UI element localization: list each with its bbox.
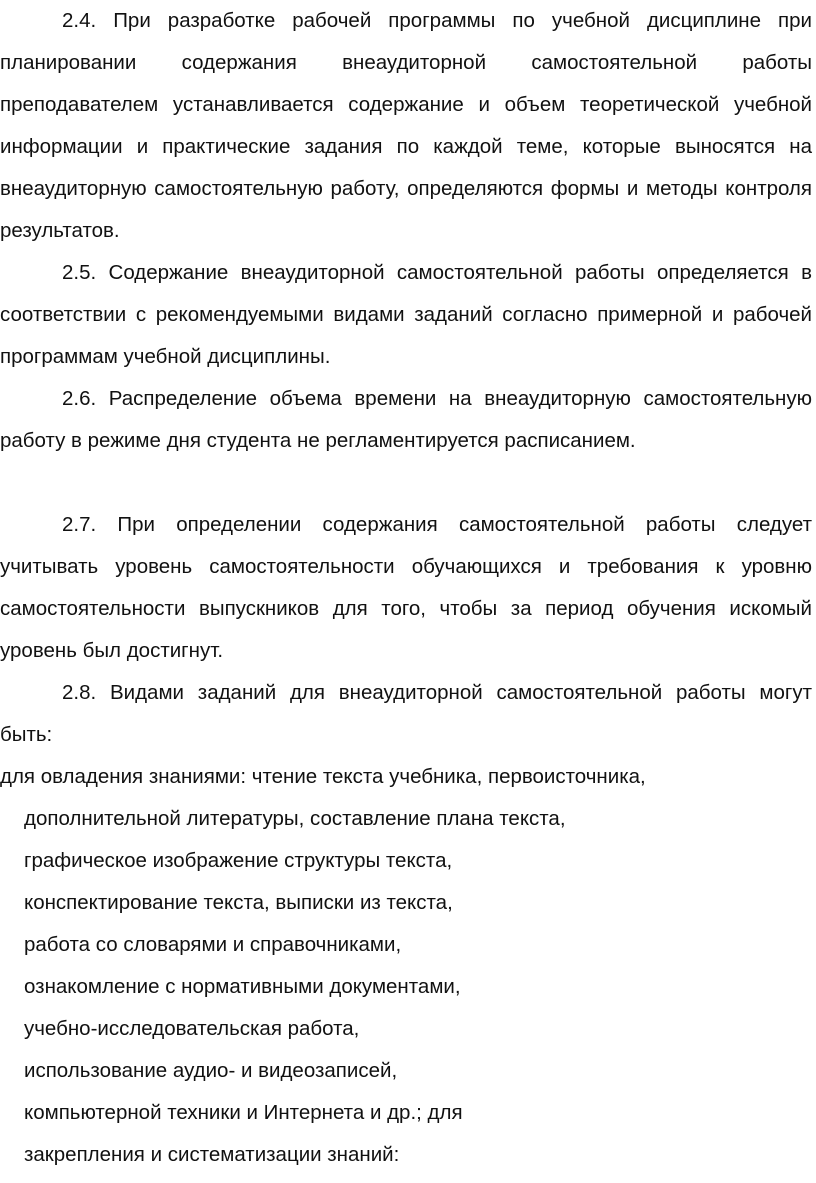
paragraph-2-7: 2.7. При определении содержания самостоятельной работы следует учитывать уровень самостоятельности обучающихся и требования к уровню самостоятельности выпускников для того, чтобы за период обучения искомый уровень был достигнут. (0, 513, 812, 662)
list-item: конспектирование текста, выписки из текста, (24, 891, 453, 914)
list-intro: для овладения знаниями: чтение текста учебника, первоисточника, (0, 765, 646, 788)
paragraph-2-5: 2.5. Содержание внеаудиторной самостоятельной работы определяется в соответствии с рекомендуемыми видами заданий согласно примерной и рабочей программам учебной дисциплины. (0, 261, 812, 368)
list-item: работа со словарями и справочниками, (24, 933, 402, 956)
paragraph-2-6: 2.6. Распределение объема времени на внеаудиторную самостоятельную работу в режиме дня студента не регламентируется расписанием. (0, 387, 812, 452)
paragraph-2-4: 2.4. При разработке рабочей программы по учебной дисциплине при планировании содержания внеаудиторной самостоятельной работы преподавателем устанавливается содержание и объем теоретической учебной информации и практические задания по каждой теме, которые выносятся на внеаудиторную самостоятельную работу, определяются формы и методы контроля результатов. (0, 9, 812, 242)
list-item: использование аудио- и видеозаписей, (24, 1059, 398, 1082)
list-item: учебно-исследовательская работа, (24, 1017, 360, 1040)
list-item: графическое изображение структуры текста, (24, 849, 453, 872)
list-item: дополнительной литературы, составление плана текста, (24, 807, 566, 830)
list-item: закрепления и систематизации знаний: (24, 1143, 400, 1166)
paragraph-2-8: 2.8. Видами заданий для внеаудиторной самостоятельной работы могут быть: (0, 681, 812, 746)
list-item: компьютерной техники и Интернета и др.; для (24, 1101, 463, 1124)
list-item: ознакомление с нормативными документами, (24, 975, 461, 998)
